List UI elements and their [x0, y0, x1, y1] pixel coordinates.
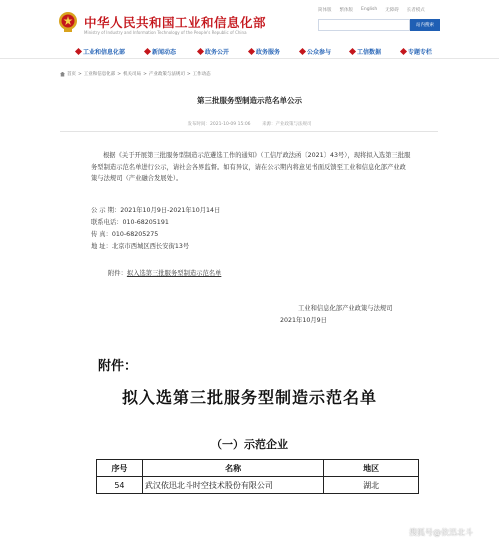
signature-date: 2021年10月9日: [280, 317, 327, 324]
main-nav: [0, 44, 499, 59]
breadcrumb-separator: >: [143, 71, 147, 77]
top-link[interactable]: 长者模式: [406, 8, 425, 13]
nav-item-news[interactable]: [145, 47, 176, 56]
nav-label: 专题专栏: [408, 49, 433, 56]
national-emblem-icon: [58, 11, 78, 33]
nav-diamond-icon: [197, 48, 204, 55]
nav-label: 工信数据: [357, 49, 382, 56]
attachment-title: 拟入选第三批服务型制造示范名单: [121, 388, 377, 407]
nav-item-topics[interactable]: [401, 47, 432, 56]
nav-label: 政务服务: [256, 49, 281, 56]
top-link[interactable]: 简体版: [318, 8, 332, 13]
attachment-prefix: 附件：: [108, 270, 127, 277]
search-input[interactable]: [318, 19, 410, 31]
attachment-line: [108, 268, 221, 277]
table-row: [97, 477, 419, 494]
publicity-period: 公 示 期：2021年10月9日-2021年10月14日: [91, 207, 221, 214]
top-links: [318, 7, 425, 13]
breadcrumb-item[interactable]: 产业政策与法规司: [148, 72, 185, 77]
signature-org: 工业和信息化部产业政策与法规司: [298, 305, 393, 312]
nav-diamond-icon: [144, 48, 151, 55]
site-subtitle: Ministry of Industry and Information Technology of the People's Republic of China: [84, 30, 247, 35]
column-header: 序号: [97, 460, 143, 477]
nav-diamond-icon: [299, 48, 306, 55]
search-button[interactable]: 站内搜索: [410, 19, 440, 31]
contact-address: 地 址：北京市西城区西长安街13号: [91, 243, 190, 250]
top-link[interactable]: 繁体版: [339, 8, 353, 13]
breadcrumb-item[interactable]: 工作动态: [192, 72, 211, 77]
table-header-row: [97, 460, 419, 477]
top-link[interactable]: English: [361, 7, 378, 12]
site-title[interactable]: 中华人民共和国工业和信息化部: [84, 15, 267, 30]
watermark: 搜狐号@依迅北斗: [409, 528, 473, 537]
nav-diamond-icon: [349, 48, 356, 55]
column-header: 地区: [324, 460, 419, 477]
nav-item-data[interactable]: [350, 47, 381, 56]
site-header: [0, 0, 499, 44]
nav-diamond-icon: [400, 48, 407, 55]
nav-item-gov-service[interactable]: [249, 47, 280, 56]
demo-enterprise-table: [96, 459, 419, 494]
table-cell-index: 54: [97, 477, 143, 494]
article-paragraph: 根据《关于开展第三批服务型制造示范遴选工作的通知》（工信厅政法函〔2021〕43号），现将拟入选第三批服务型制造示范名单进行公示，请社会各界监督。如有异议，请在公示期内将意见书面反馈至工业和信息化部产业政策与法规司（产业融合发展处）。: [91, 152, 411, 182]
breadcrumb-item[interactable]: 工业和信息化部: [83, 72, 116, 77]
breadcrumb: [60, 71, 211, 77]
table-cell-name: 武汉依迅北斗时空技术股份有限公司: [142, 477, 323, 494]
attachment-label: 附件：: [98, 359, 138, 374]
top-link[interactable]: 无障碍: [385, 8, 399, 13]
nav-label: 工业和信息化部: [83, 49, 126, 56]
nav-label: 新闻动态: [152, 49, 177, 56]
nav-label: 政务公开: [205, 49, 230, 56]
article-meta: [0, 121, 499, 127]
contact-phone: 联系电话：010-68205191: [91, 219, 169, 226]
attachment-link[interactable]: 拟入选第三批服务型制造示范名单: [126, 270, 222, 277]
breadcrumb-separator: >: [78, 71, 82, 77]
nav-diamond-icon: [75, 48, 82, 55]
divider: [60, 131, 438, 132]
nav-item-gov-open[interactable]: [198, 47, 229, 56]
table-cell-region: 湖北: [324, 477, 419, 494]
attachment-section: （一）示范企业: [211, 438, 288, 451]
article-source: 来源：产业政策与法规司: [262, 122, 312, 127]
nav-item-miit[interactable]: [76, 47, 125, 56]
nav-item-public[interactable]: [300, 47, 331, 56]
contact-fax: 传 真：010-68205275: [91, 231, 159, 238]
article-title: 第三批服务型制造示范名单公示: [197, 96, 302, 105]
home-icon: [60, 72, 65, 77]
breadcrumb-separator: >: [186, 71, 191, 77]
publish-date: 发布时间：2021-10-09 15:06: [187, 122, 251, 127]
column-header: 名称: [142, 460, 323, 477]
nav-diamond-icon: [248, 48, 255, 55]
breadcrumb-separator: >: [117, 71, 122, 77]
breadcrumb-item[interactable]: 首页: [67, 72, 76, 77]
nav-label: 公众参与: [307, 49, 332, 56]
breadcrumb-item[interactable]: 机关司局: [123, 72, 142, 77]
